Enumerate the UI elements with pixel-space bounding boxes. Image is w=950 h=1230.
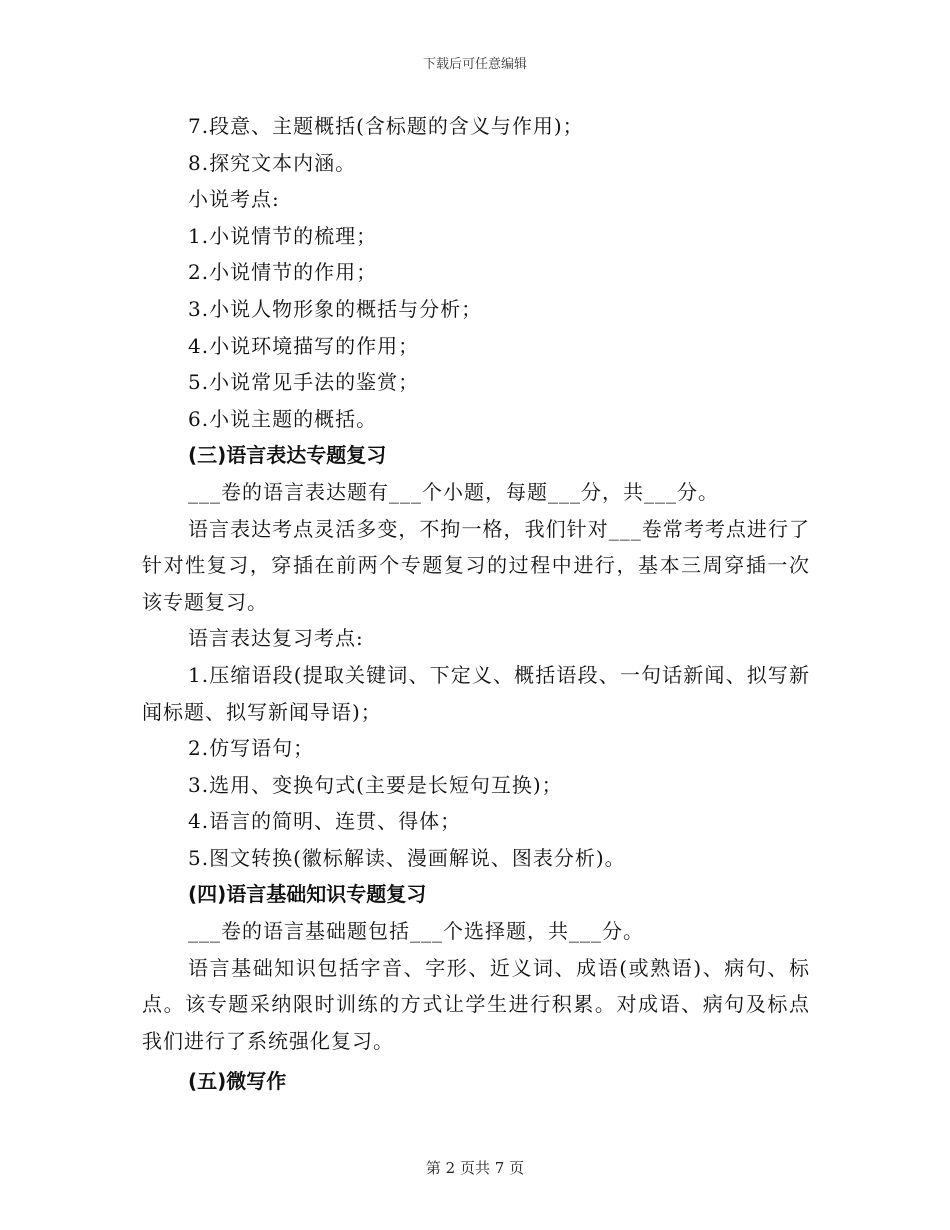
paragraph: 语言基础知识包括字音、字形、近义词、成语(或熟语)、病句、标点。该专题采纳限时训练的方式让学生进行积累。对成语、病句及标点我们进行了系统强化复习。	[142, 955, 810, 1053]
subsection-label: 语言表达复习考点:	[188, 626, 364, 651]
page-header: 下载后可任意编辑	[422, 57, 527, 72]
list-item: 4.语言的简明、连贯、得体；	[188, 809, 462, 834]
document-body	[142, 108, 810, 1100]
list-item: 6.小说主题的概括。	[188, 406, 378, 431]
section-heading: (三)语言表达专题复习	[188, 443, 387, 468]
list-item: 3.选用、变换句式(主要是长短句互换)；	[188, 772, 563, 797]
paragraph: 语言表达考点灵活多变，不拘一格，我们针对___卷常考考点进行了针对性复习，穿插在前两个专题复习的过程中进行，基本三周穿插一次该专题复习。	[142, 516, 810, 614]
paragraph: ___卷的语言基础题包括___个选择题，共___分。	[188, 919, 644, 944]
page-footer: 第 2 页共 7 页	[425, 1159, 525, 1177]
section-heading: (四)语言基础知识专题复习	[188, 882, 427, 907]
list-item: 2.小说情节的作用；	[188, 260, 378, 285]
list-item: 5.图文转换(徽标解读、漫画解说、图表分析)。	[188, 845, 626, 870]
section-heading: (五)微写作	[188, 1069, 287, 1094]
list-item: 2.仿写语句；	[188, 736, 315, 761]
list-item: 1.压缩语段(提取关键词、下定义、概括语段、一句话新闻、拟写新闻标题、拟写新闻导语)；	[142, 662, 810, 724]
paragraph: ___卷的语言表达题有___个小题，每题___分，共___分。	[188, 479, 719, 504]
list-item: 7.段意、主题概括(含标题的含义与作用)；	[188, 114, 584, 138]
list-item: 5.小说常见手法的鉴赏；	[188, 370, 420, 395]
list-item: 8.探究文本内涵。	[188, 150, 357, 175]
list-item: 3.小说人物形象的概括与分析；	[188, 296, 483, 321]
subsection-label: 小说考点:	[188, 187, 280, 212]
list-item: 4.小说环境描写的作用；	[188, 333, 420, 358]
list-item: 1.小说情节的梳理；	[188, 223, 378, 248]
